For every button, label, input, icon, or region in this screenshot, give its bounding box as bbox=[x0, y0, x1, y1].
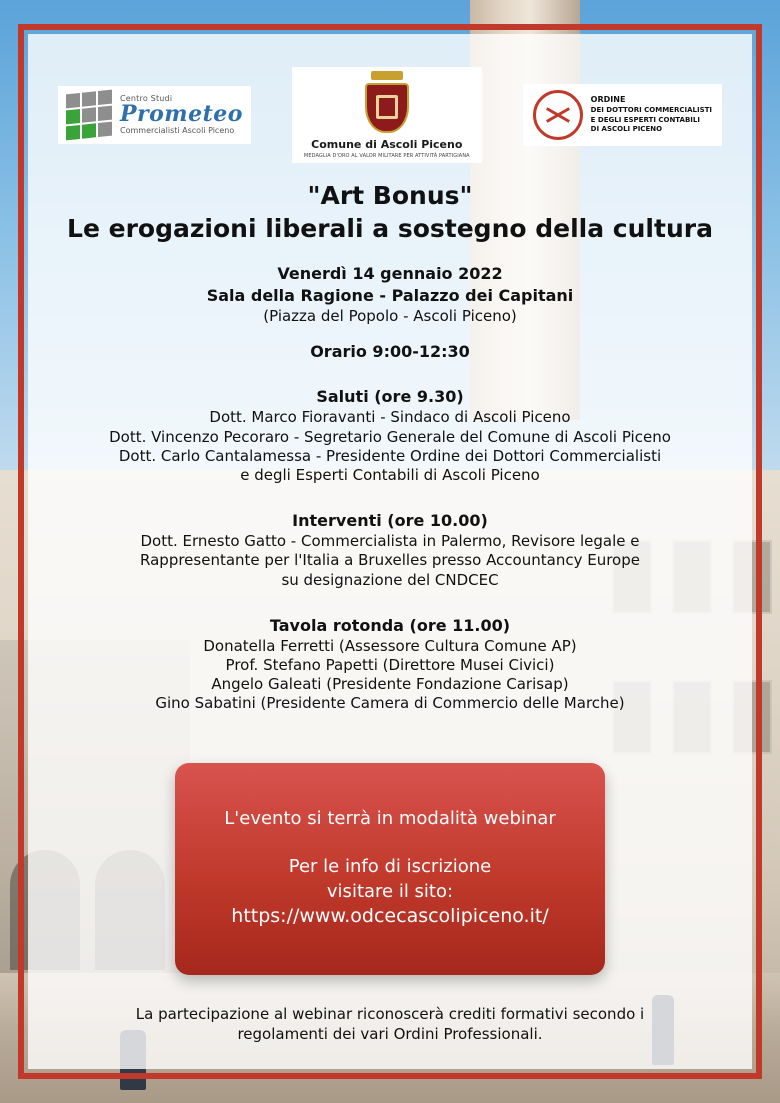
webinar-info-box bbox=[175, 763, 605, 975]
logo-comune-ascoli-piceno bbox=[292, 67, 482, 163]
title-line-1: "Art Bonus" bbox=[307, 181, 473, 210]
section-line: Dott. Marco Fioravanti - Sindaco di Ascoli Piceno bbox=[209, 408, 571, 427]
webinar-line-1: L'evento si terrà in modalità webinar bbox=[224, 808, 556, 830]
poster-content bbox=[28, 180, 752, 714]
section-tavola-rotonda bbox=[28, 616, 752, 714]
webinar-website-link[interactable]: https://www.odcecascolipiceno.it/ bbox=[231, 904, 549, 927]
ordine-line1: ORDINE bbox=[590, 95, 626, 105]
section-line: Dott. Ernesto Gatto - Commercialista in Palermo, Revisore legale e bbox=[140, 532, 640, 551]
logo-row bbox=[28, 60, 752, 170]
comune-subtitle: MEDAGLIA D'ORO AL VALOR MILITARE PER ATTIVITÀ PARTIGIANA bbox=[303, 153, 470, 159]
prometeo-line2: Prometeo bbox=[120, 101, 243, 128]
section-line: su designazione del CNDCEC bbox=[281, 570, 499, 589]
logo-ordine-commercialisti bbox=[523, 84, 722, 146]
ordine-emblem-icon bbox=[533, 90, 583, 140]
section-line: Dott. Vincenzo Pecoraro - Segretario Generale del Comune di Ascoli Piceno bbox=[109, 427, 671, 446]
comune-name: Comune di Ascoli Piceno bbox=[311, 138, 463, 151]
section-line: Prof. Stefano Papetti (Direttore Musei Civici) bbox=[225, 655, 555, 674]
section-line: e degli Esperti Contabili di Ascoli Piceno bbox=[240, 466, 540, 484]
event-venue: Sala della Ragione - Palazzo dei Capitani bbox=[206, 285, 574, 305]
section-heading: Tavola rotonda (ore 11.00) bbox=[269, 615, 511, 635]
ordine-line4: DI ASCOLI PICENO bbox=[590, 125, 663, 134]
cube-logo-icon bbox=[66, 90, 112, 141]
footer-line-1: La partecipazione al webinar riconoscerà crediti formativi secondo i bbox=[135, 1005, 645, 1023]
section-line: Angelo Galeati (Presidente Fondazione Carisap) bbox=[211, 675, 569, 694]
crown-icon bbox=[371, 71, 403, 80]
event-date: Venerdì 14 gennaio 2022 bbox=[277, 264, 503, 283]
footer-line-2: regolamenti dei vari Ordini Professionali. bbox=[237, 1024, 543, 1043]
page-title bbox=[28, 180, 752, 245]
section-heading: Interventi (ore 10.00) bbox=[292, 511, 488, 531]
section-line: Donatella Ferretti (Assessore Cultura Comune AP) bbox=[203, 636, 577, 655]
coat-of-arms-icon bbox=[365, 83, 409, 133]
ordine-line2: DEI DOTTORI COMMERCIALISTI bbox=[590, 106, 712, 115]
prometeo-line3: Commercialisti Ascoli Piceno bbox=[120, 125, 235, 135]
event-time: Orario 9:00-12:30 bbox=[310, 342, 470, 362]
webinar-line-2: Per le info di iscrizione bbox=[288, 856, 492, 878]
ordine-line3: E DEGLI ESPERTI CONTABILI bbox=[590, 115, 700, 124]
footer-note bbox=[60, 1005, 720, 1044]
event-address: (Piazza del Popolo - Ascoli Piceno) bbox=[263, 307, 517, 326]
section-saluti bbox=[28, 387, 752, 485]
section-line: Gino Sabatini (Presidente Camera di Commercio delle Marche) bbox=[155, 694, 625, 713]
section-heading: Saluti (ore 9.30) bbox=[316, 387, 464, 407]
webinar-line-3: visitare il sito: bbox=[326, 880, 454, 902]
section-line: Dott. Carlo Cantalamessa - Presidente Ordine dei Dottori Commercialisti bbox=[118, 446, 662, 465]
title-line-2: Le erogazioni liberali a sostegno della cultura bbox=[67, 213, 713, 243]
section-interventi bbox=[28, 511, 752, 590]
section-line: Rappresentante per l'Italia a Bruxelles presso Accountancy Europe bbox=[140, 551, 640, 570]
logo-centro-studi-prometeo bbox=[58, 86, 251, 144]
prometeo-line1: Centro Studi bbox=[120, 94, 173, 104]
